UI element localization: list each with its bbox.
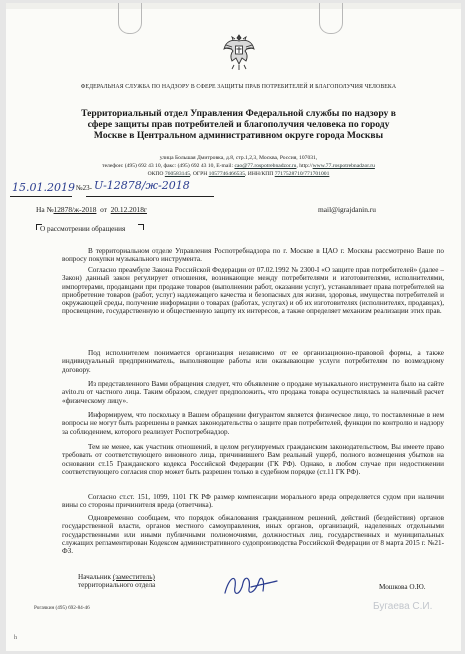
recipient-email: mail@igrajdanin.ru: [318, 205, 376, 214]
faded-stamp-name: Бугаева С.И.: [373, 601, 433, 612]
office-name: Территориальный отдел Управления Федеральной службы по надзору в сфере защиты прав потребителей и благополучия человека по городу Москве в Центральном административном округе города Москвы: [81, 108, 396, 141]
signer-title-deputy: (заместитель): [112, 573, 155, 581]
paragraph-3: Под исполнителем понимается организация независимо от ее организационно-правовой формы, а также индивидуальный предприниматель, выполняющие работы или оказывающие услуги потребителям по возмездному договору.: [62, 349, 444, 374]
subject-line: О рассмотрении обращения: [40, 225, 126, 233]
signer-title-line-2: территориального отдела: [78, 581, 156, 589]
email-link[interactable]: cao@77.rospotrebnadzor.ru: [234, 163, 297, 169]
paragraph-2: Согласно преамбуле Закона Российской Федерации от 07.02.1992 № 2300-I «О защите прав потребителей» (далее – Закон) данный закон регулирует отношения, возникающие между потребителями и изготовителями, исполнителями, импортерами, продавцами при продаже товаров (выполнении работ, оказании услуг), устанавливает права потребителей на приобретение товаров (работ, услуг) надлежащего качества и безопасных для жизни, здоровья, имущества потребителей и окружающей среды, получение информации о товарах (работах, услугах) и об их изготовителях (исполнителях, продавцах), просвещение, государственную и общественную защиту их интересов, а также определяет механизм реализации этих прав.: [62, 266, 444, 316]
date-underline: [10, 196, 72, 197]
handwritten-signature: [221, 569, 281, 603]
address-block: [66, 154, 411, 178]
subject-corner-right-v: [143, 224, 144, 230]
okpo-label: ОКПО: [147, 171, 165, 177]
paragraph-6: Тем не менее, как участник отношений, в целом регулируемых гражданским законодательством, Вы имеете право требовать от соответствующего виновного лица, причинившего Вам реальный ущерб, полного возмещения убытков на основании ст.15 Гражданского кодекса Российской Федерации (ГК РФ). Однако, в любом случае при недостижении соответствующего согласия спор может быть разрешен только в судебном порядке (ст.11 ГК РФ).: [62, 443, 444, 476]
binder-clip-right: [319, 3, 343, 34]
handwritten-date: 15.01.2019: [12, 181, 75, 194]
binder-clip-left: [118, 3, 142, 34]
reference-number: 12878/ж-2018: [53, 205, 97, 214]
reference-from: от: [100, 205, 107, 214]
letter-page: [6, 3, 461, 651]
reference-date: 20.12.2018г: [110, 205, 147, 214]
subject-corner-left-v: [36, 224, 37, 230]
footer-contact: Рогачкин (495) 692-84-46: [34, 605, 90, 611]
address-line: улица Большая Дмитровка, д.8, стр.1,2,3, Москва, Россия, 107031,: [159, 155, 318, 161]
agency-name: ФЕДЕРАЛЬНАЯ СЛУЖБА ПО НАДЗОРУ В СФЕРЕ ЗАЩИТЫ ПРАВ ПОТРЕБИТЕЛЕЙ И БЛАГОПОЛУЧИЯ ЧЕЛОВЕКА: [80, 84, 397, 90]
paragraph-1: В территориальном отделе Управления Роспотребнадзора по г. Москве в ЦАО г. Москвы рассмотрено Ваше по вопросу покупки музыкального инструмента.: [62, 247, 444, 264]
signer-name: Мошкова О.Ю.: [379, 583, 426, 591]
reference-label: На №: [36, 205, 54, 214]
coat-of-arms-emblem: [222, 31, 256, 71]
signer-title-line-1: [78, 573, 155, 581]
okpo-value: 760583145: [164, 171, 191, 177]
handwritten-number: U-12878/ж-2018: [94, 179, 190, 192]
paragraph-7: Согласно ст.ст. 151, 1099, 1101 ГК РФ размер компенсации морального вреда определяется судом при наличии вины со стороны причинителя вреда (ответчика).: [62, 493, 444, 510]
signer-title: [78, 573, 155, 589]
contacts-line-2: [66, 170, 411, 178]
page-top-strip: [6, 3, 461, 9]
signer-title-text: Начальник: [78, 573, 113, 581]
reference-line: [36, 205, 147, 214]
outgoing-number-prefix: №23-: [76, 184, 93, 192]
paragraph-4: Из представленного Вами обращения следует, что объявление о продаже музыкального инструмента было на сайте avito.ru от частного лица. Таким образом, следует предположить, что продажа товара осуществлялась за наличный расчет «физическому лицу».: [62, 380, 444, 405]
paragraph-5: Информируем, что поскольку в Вашем обращении фигурантом является физическое лицо, то поставленные в нем вопросы не могут быть разрешены в рамках законодательства о защите прав потребителей, функции по контролю и надзору за соблюдением, которого реализует Роспотребнадзор.: [62, 411, 444, 436]
paragraph-8: Одновременно сообщаем, что порядок обжалования гражданином решений, действий (бездействия) органов государственной власти, органов местного самоуправления, иных органов, организаций, наделенных отдельными государственными или иными публичными полномочиями, должностных лиц, государственных и муниципальных служащих регламентирован Кодексом административного судопроизводства Российской Федерации от 8 марта 2015 г. №21-ФЗ.: [62, 514, 444, 556]
page-mark: h: [14, 635, 17, 641]
website-link[interactable]: www.77.rospotrebnadzor.ru: [312, 163, 375, 169]
innkpp-label: , ИНН/КПП: [245, 171, 275, 177]
contacts-text-a: телефон: (495) 692 43 10, факс: (495) 692 43 10, E-mail:: [102, 163, 235, 169]
number-underline: [86, 196, 214, 197]
ogrn-value: 1057746466535: [208, 171, 245, 177]
contacts-line-1: [66, 162, 411, 170]
ogrn-label: , ОГРН: [190, 171, 209, 177]
contacts-text-b: , http://: [296, 163, 313, 169]
innkpp-value: 7717528710/771701001: [274, 171, 330, 177]
